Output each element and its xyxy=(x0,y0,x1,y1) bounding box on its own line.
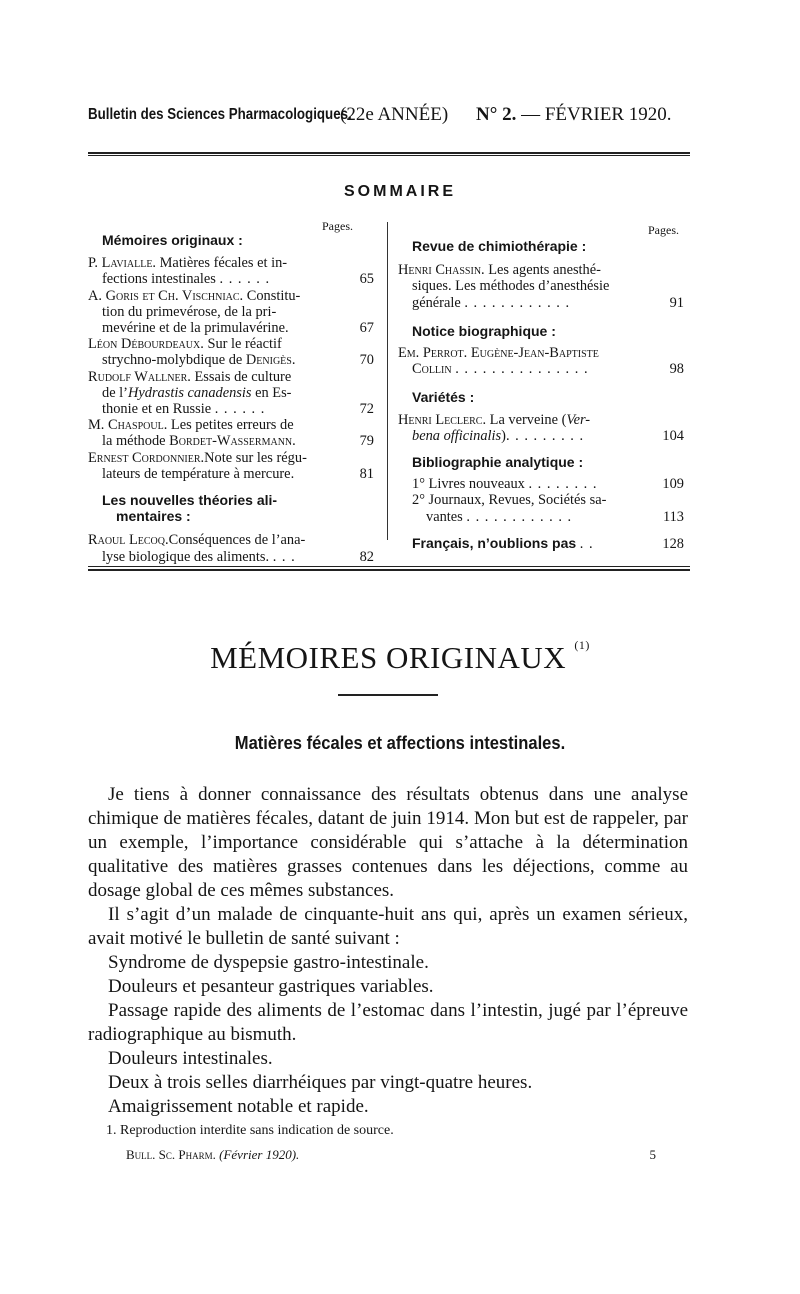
toc-entry-lecoq: Raoul Lecoq.Conséquences de l’ana- lyse biologique des aliments. . . . 82 xyxy=(88,532,374,565)
author-leclerc: Henri Leclerc. xyxy=(398,411,487,428)
toc-page: 109 xyxy=(662,476,684,493)
pages-label-left: Pages. xyxy=(322,219,353,233)
heading-chimiotherapie: Revue de chimiothérapie : xyxy=(412,238,587,254)
paragraph: Amaigrissement notable et rapide. xyxy=(108,1096,369,1117)
toc-latin: Ver- xyxy=(566,411,591,428)
toc-text: ) xyxy=(501,427,506,444)
paragraph: Syndrome de dyspepsie gastro-intestinale. xyxy=(108,952,429,973)
citation-date: (Février 1920). xyxy=(219,1147,300,1162)
toc-page: 98 xyxy=(669,361,684,378)
toc-text: fections intestinales xyxy=(102,271,216,288)
column-divider xyxy=(387,222,388,540)
toc-text: 2° Journaux, Revues, Sociétés sa- xyxy=(412,492,607,509)
toc-text: Conséquences de l’ana- xyxy=(168,532,306,549)
author-goris: A. Goris et Ch. Vischniac. xyxy=(88,287,244,304)
toc-entry-wallner: Rudolf Wallner. Essais de culture de l’Hydrastis canadensis en Es- thonie et en Russie . . . . . . 72 xyxy=(88,368,374,418)
toc-text: siques. Les méthodes d’anesthésie xyxy=(412,278,610,295)
section-title-text: MÉMOIRES ORIGINAUX xyxy=(210,640,567,675)
author-chassin: Henri Chassin. xyxy=(398,262,485,279)
toc-text: tion du primevérose, de la pri- xyxy=(102,303,277,320)
heading-theories: Les nouvelles théories ali- xyxy=(102,492,278,509)
toc-latin: bena officinalis xyxy=(412,427,502,444)
toc-name: Denigès. xyxy=(245,352,296,369)
paragraph: Deux à trois selles diarrhéiques par vingt-quatre heures. xyxy=(108,1072,533,1093)
toc-entry-debourdeaux xyxy=(88,336,378,368)
footnote-marker: (1) xyxy=(574,638,590,652)
toc-entry-livres: 1° Livres nouveaux . . . . . . . . 109 xyxy=(412,476,684,493)
author-lavialle: P. Lavialle. xyxy=(88,255,157,272)
sommaire-title: SOMMAIRE xyxy=(344,183,456,200)
toc-text: de l’ xyxy=(102,384,128,401)
toc-text: Note sur les régu- xyxy=(204,449,307,466)
toc-text: Les agents anesthé- xyxy=(488,262,601,279)
toc-text: générale xyxy=(412,294,461,311)
author-cordonnier: Ernest Cordonnier. xyxy=(88,449,205,466)
toc-entry-leclerc: Henri Leclerc. La verveine (Ver- bena officinalis). . . . . . . . . 104 xyxy=(398,411,684,444)
toc-text: 1° Livres nouveaux xyxy=(412,476,525,493)
toc-text: thonie et en Russie xyxy=(102,401,212,418)
footnote: 1. Reproduction interdite sans indication de source. xyxy=(106,1123,394,1138)
toc-right-column xyxy=(398,222,688,552)
author-chaspoul: M. Chaspoul. xyxy=(88,417,168,434)
toc-text: la méthode xyxy=(102,433,166,450)
toc-entry-chaspoul xyxy=(88,417,378,449)
heading-francais: Français, n’oublions pas xyxy=(412,534,577,551)
paragraph: Je tiens à donner connaissance des résultats obtenus dans une analyse chimique de matières fécales, datant de juin 1914. Mon but est de rappeler, par un exemple, l’importance considérable qui s’attache à la détermination qualitative des matières grasses contenues dans les déjections, comme au dosage global de ces mêmes substances. xyxy=(88,784,688,901)
toc-entry-perrot: Em. Perrot. Eugène-Jean-Baptiste Collin . . . . . . . . . . . . . . . 98 xyxy=(398,345,684,378)
volume-year: (22e ANNÉE) xyxy=(340,104,449,125)
toc-page: 70 xyxy=(359,352,374,369)
toc-entry-chassin: Henri Chassin. Les agents anesthé- siques. Les méthodes d’anesthésie générale . . . . . . . . . . . . 91 xyxy=(398,262,688,311)
author-wallner: Rudolf Wallner. xyxy=(88,368,191,385)
author-lecoq: Raoul Lecoq. xyxy=(88,532,169,549)
author-perrot: Em. Perrot. xyxy=(398,345,468,362)
paragraph: Douleurs et pesanteur gastriques variables. xyxy=(108,976,434,997)
heading-memoires: Mémoires originaux : xyxy=(102,232,243,248)
footer-citation xyxy=(126,1147,299,1163)
heading-varietes: Variétés : xyxy=(412,389,475,406)
section-title xyxy=(0,640,800,676)
heading-notice: Notice biographique : xyxy=(412,322,556,339)
toc-text: lateurs de température à mercure. xyxy=(102,465,295,482)
toc-text: strychno-molybdique de xyxy=(102,352,243,369)
toc-name: Collin xyxy=(412,361,452,378)
toc-entry-journaux: 2° Journaux, Revues, Sociétés sa- vantes . . . . . . . . . . . . 113 xyxy=(398,492,688,524)
toc-text: mevérine et de la primulavérine. xyxy=(102,320,289,337)
heading-bibliographie: Bibliographie analytique : xyxy=(412,454,584,471)
article-title: Matières fécales et affections intestinales. xyxy=(234,733,566,753)
toc-name: Eugène-Jean-Baptiste xyxy=(470,345,599,362)
paragraph: Il s’agit d’un malade de cinquante-huit ans qui, après un examen sérieux, avait motivé le bulletin de santé suivant : xyxy=(88,904,688,949)
toc-page: 79 xyxy=(359,433,374,450)
toc-text: Essais de culture xyxy=(194,368,292,385)
toc-page: 81 xyxy=(359,465,374,482)
header-rule xyxy=(88,152,690,156)
toc-page: 82 xyxy=(359,548,374,565)
issue-date: — FÉVRIER 1920. xyxy=(521,104,672,125)
toc-entry-cordonnier xyxy=(88,450,378,482)
toc-text: Matières fécales et in- xyxy=(159,255,288,272)
toc-page: 113 xyxy=(662,508,684,525)
toc-text: Les petites erreurs de xyxy=(170,417,294,434)
toc-page: 128 xyxy=(662,535,684,552)
toc-text: lyse biologique des aliments. xyxy=(102,548,270,565)
toc-page: 65 xyxy=(359,271,374,288)
pages-label-right: Pages. xyxy=(648,223,679,237)
journal-title: Bulletin des Sciences Pharmacologiques. xyxy=(88,106,352,123)
toc-name: Bordet-Wassermann. xyxy=(169,433,296,450)
toc-text: Constitu- xyxy=(246,287,301,304)
toc-text: Sur le réactif xyxy=(207,336,282,353)
toc-page: 72 xyxy=(359,401,374,418)
toc-text: La verveine ( xyxy=(489,411,567,428)
toc-text: en Es- xyxy=(255,384,292,401)
heading-theories-cont: mentaires : xyxy=(116,508,191,525)
issue-info xyxy=(476,104,672,126)
sommaire-bottom-rule xyxy=(88,566,690,571)
toc-entry-francais: Français, n’oublions pas . . 128 xyxy=(412,534,684,552)
toc-page: 91 xyxy=(669,294,684,311)
toc-left-column xyxy=(88,219,378,565)
issue-number: N° 2. xyxy=(476,104,517,125)
citation-journal: Bull. Sc. Pharm. xyxy=(126,1147,216,1162)
paragraph: Passage rapide des aliments de l’estomac dans l’intestin, jugé par l’épreuve radiographique au bismuth. xyxy=(88,1000,688,1045)
toc-latin: Hydrastis canadensis xyxy=(127,384,252,401)
toc-text: vantes xyxy=(426,508,463,525)
running-header xyxy=(88,104,688,134)
article-body xyxy=(88,783,688,1119)
page-number: 5 xyxy=(649,1147,656,1162)
section-title-rule xyxy=(338,694,438,696)
author-debourdeaux: Léon Débourdeaux. xyxy=(88,336,204,353)
toc-entry-lavialle: P. Lavialle. Matières fécales et in- fections intestinales . . . . . . 65 xyxy=(88,255,374,288)
toc-page: 104 xyxy=(662,427,684,444)
paragraph: Douleurs intestinales. xyxy=(108,1048,273,1069)
toc-page: 67 xyxy=(359,320,374,337)
toc-entry-goris xyxy=(88,288,378,337)
